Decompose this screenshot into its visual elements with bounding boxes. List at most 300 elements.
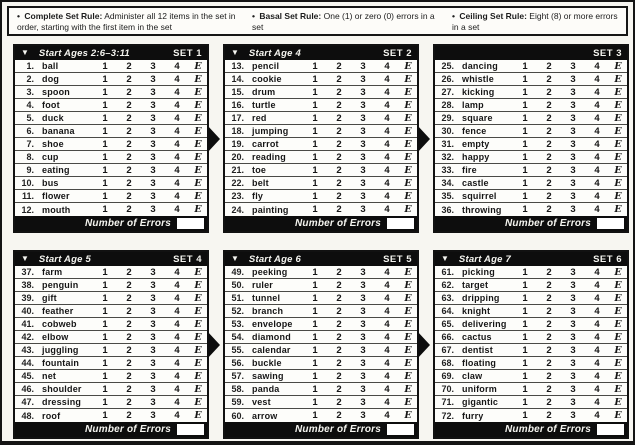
score-option-e[interactable]: E — [194, 204, 202, 215]
score-option-3[interactable]: 3 — [150, 60, 156, 72]
score-option-2[interactable]: 2 — [546, 331, 552, 343]
score-option-1[interactable]: 1 — [312, 370, 318, 382]
score-option-2[interactable]: 2 — [546, 410, 552, 421]
score-option-e[interactable]: E — [194, 279, 202, 291]
score-option-2[interactable]: 2 — [546, 344, 552, 356]
number-of-errors-box[interactable] — [387, 424, 414, 435]
score-option-4[interactable]: 4 — [384, 370, 390, 382]
score-option-2[interactable]: 2 — [546, 190, 552, 202]
score-option-3[interactable]: 3 — [150, 279, 156, 291]
score-option-e[interactable]: E — [614, 190, 622, 202]
score-option-2[interactable]: 2 — [126, 151, 132, 163]
score-option-4[interactable]: 4 — [594, 370, 600, 382]
score-option-e[interactable]: E — [614, 125, 622, 137]
score-option-2[interactable]: 2 — [546, 357, 552, 369]
score-option-1[interactable]: 1 — [102, 60, 108, 72]
score-option-e[interactable]: E — [404, 318, 412, 330]
score-option-3[interactable]: 3 — [150, 204, 156, 215]
score-option-1[interactable]: 1 — [102, 383, 108, 395]
score-option-e[interactable]: E — [194, 138, 202, 150]
score-option-4[interactable]: 4 — [174, 279, 180, 291]
score-option-3[interactable]: 3 — [360, 112, 366, 124]
score-option-4[interactable]: 4 — [384, 138, 390, 150]
score-option-4[interactable]: 4 — [594, 357, 600, 369]
score-option-e[interactable]: E — [404, 266, 412, 278]
score-option-2[interactable]: 2 — [546, 204, 552, 215]
score-option-1[interactable]: 1 — [102, 73, 108, 85]
score-option-2[interactable]: 2 — [126, 112, 132, 124]
score-option-e[interactable]: E — [404, 279, 412, 291]
score-option-1[interactable]: 1 — [522, 86, 528, 98]
score-option-4[interactable]: 4 — [384, 279, 390, 291]
score-option-1[interactable]: 1 — [312, 73, 318, 85]
score-option-4[interactable]: 4 — [594, 305, 600, 317]
score-option-4[interactable]: 4 — [384, 292, 390, 304]
score-option-1[interactable]: 1 — [522, 279, 528, 291]
score-option-3[interactable]: 3 — [360, 151, 366, 163]
score-option-4[interactable]: 4 — [174, 410, 180, 421]
score-option-2[interactable]: 2 — [546, 383, 552, 395]
score-option-3[interactable]: 3 — [570, 151, 576, 163]
score-option-4[interactable]: 4 — [384, 151, 390, 163]
score-option-4[interactable]: 4 — [384, 344, 390, 356]
score-option-4[interactable]: 4 — [594, 99, 600, 111]
score-option-e[interactable]: E — [614, 292, 622, 304]
score-option-3[interactable]: 3 — [360, 344, 366, 356]
score-option-1[interactable]: 1 — [522, 305, 528, 317]
score-option-e[interactable]: E — [404, 204, 412, 215]
score-option-2[interactable]: 2 — [546, 125, 552, 137]
score-option-4[interactable]: 4 — [174, 86, 180, 98]
score-option-e[interactable]: E — [614, 164, 622, 176]
score-option-1[interactable]: 1 — [522, 112, 528, 124]
score-option-4[interactable]: 4 — [594, 410, 600, 421]
score-option-3[interactable]: 3 — [360, 318, 366, 330]
score-option-3[interactable]: 3 — [360, 86, 366, 98]
score-option-e[interactable]: E — [404, 292, 412, 304]
score-option-2[interactable]: 2 — [546, 292, 552, 304]
score-option-e[interactable]: E — [194, 383, 202, 395]
score-option-3[interactable]: 3 — [150, 383, 156, 395]
score-option-2[interactable]: 2 — [336, 370, 342, 382]
score-option-1[interactable]: 1 — [522, 125, 528, 137]
score-option-1[interactable]: 1 — [312, 357, 318, 369]
score-option-1[interactable]: 1 — [102, 151, 108, 163]
score-option-1[interactable]: 1 — [522, 396, 528, 408]
score-option-2[interactable]: 2 — [126, 164, 132, 176]
score-option-e[interactable]: E — [404, 138, 412, 150]
score-option-1[interactable]: 1 — [522, 344, 528, 356]
score-option-3[interactable]: 3 — [570, 112, 576, 124]
score-option-2[interactable]: 2 — [336, 138, 342, 150]
score-option-3[interactable]: 3 — [150, 266, 156, 278]
score-option-e[interactable]: E — [404, 305, 412, 317]
score-option-3[interactable]: 3 — [570, 138, 576, 150]
score-option-3[interactable]: 3 — [150, 331, 156, 343]
score-option-4[interactable]: 4 — [384, 396, 390, 408]
score-option-2[interactable]: 2 — [546, 86, 552, 98]
score-option-e[interactable]: E — [614, 279, 622, 291]
score-option-4[interactable]: 4 — [174, 138, 180, 150]
score-option-2[interactable]: 2 — [546, 138, 552, 150]
score-option-3[interactable]: 3 — [570, 318, 576, 330]
score-option-4[interactable]: 4 — [384, 357, 390, 369]
score-option-1[interactable]: 1 — [522, 73, 528, 85]
score-option-e[interactable]: E — [614, 60, 622, 72]
score-option-2[interactable]: 2 — [336, 99, 342, 111]
score-option-3[interactable]: 3 — [570, 331, 576, 343]
score-option-2[interactable]: 2 — [126, 383, 132, 395]
score-option-e[interactable]: E — [404, 410, 412, 421]
score-option-1[interactable]: 1 — [522, 177, 528, 189]
number-of-errors-box[interactable] — [177, 424, 204, 435]
score-option-2[interactable]: 2 — [546, 279, 552, 291]
score-option-2[interactable]: 2 — [546, 99, 552, 111]
score-option-1[interactable]: 1 — [522, 292, 528, 304]
score-option-3[interactable]: 3 — [570, 204, 576, 215]
score-option-4[interactable]: 4 — [594, 138, 600, 150]
score-option-4[interactable]: 4 — [174, 112, 180, 124]
score-option-4[interactable]: 4 — [384, 73, 390, 85]
score-option-4[interactable]: 4 — [384, 164, 390, 176]
score-option-3[interactable]: 3 — [360, 73, 366, 85]
score-option-4[interactable]: 4 — [594, 125, 600, 137]
score-option-1[interactable]: 1 — [522, 331, 528, 343]
score-option-1[interactable]: 1 — [102, 344, 108, 356]
number-of-errors-box[interactable] — [597, 424, 624, 435]
score-option-2[interactable]: 2 — [336, 383, 342, 395]
score-option-4[interactable]: 4 — [594, 112, 600, 124]
score-option-e[interactable]: E — [404, 370, 412, 382]
score-option-4[interactable]: 4 — [594, 204, 600, 215]
score-option-1[interactable]: 1 — [522, 151, 528, 163]
score-option-3[interactable]: 3 — [570, 410, 576, 421]
score-option-4[interactable]: 4 — [174, 151, 180, 163]
score-option-2[interactable]: 2 — [546, 164, 552, 176]
score-option-3[interactable]: 3 — [360, 190, 366, 202]
score-option-1[interactable]: 1 — [522, 410, 528, 421]
score-option-3[interactable]: 3 — [570, 99, 576, 111]
score-option-3[interactable]: 3 — [150, 73, 156, 85]
score-option-4[interactable]: 4 — [174, 331, 180, 343]
score-option-4[interactable]: 4 — [174, 125, 180, 137]
score-option-3[interactable]: 3 — [570, 344, 576, 356]
score-option-3[interactable]: 3 — [150, 99, 156, 111]
score-option-1[interactable]: 1 — [312, 292, 318, 304]
score-option-4[interactable]: 4 — [174, 344, 180, 356]
score-option-e[interactable]: E — [194, 318, 202, 330]
score-option-2[interactable]: 2 — [546, 370, 552, 382]
score-option-3[interactable]: 3 — [360, 331, 366, 343]
score-option-3[interactable]: 3 — [360, 396, 366, 408]
score-option-2[interactable]: 2 — [336, 357, 342, 369]
number-of-errors-box[interactable] — [177, 218, 204, 229]
score-option-e[interactable]: E — [194, 99, 202, 111]
score-option-e[interactable]: E — [194, 125, 202, 137]
score-option-3[interactable]: 3 — [570, 370, 576, 382]
score-option-2[interactable]: 2 — [126, 60, 132, 72]
score-option-e[interactable]: E — [194, 410, 202, 421]
score-option-2[interactable]: 2 — [336, 86, 342, 98]
score-option-1[interactable]: 1 — [102, 331, 108, 343]
score-option-1[interactable]: 1 — [522, 370, 528, 382]
score-option-2[interactable]: 2 — [336, 151, 342, 163]
score-option-1[interactable]: 1 — [102, 279, 108, 291]
score-option-1[interactable]: 1 — [102, 125, 108, 137]
score-option-e[interactable]: E — [194, 370, 202, 382]
score-option-1[interactable]: 1 — [102, 318, 108, 330]
score-option-4[interactable]: 4 — [174, 99, 180, 111]
score-option-3[interactable]: 3 — [360, 383, 366, 395]
score-option-3[interactable]: 3 — [150, 344, 156, 356]
score-option-2[interactable]: 2 — [336, 344, 342, 356]
score-option-4[interactable]: 4 — [594, 60, 600, 72]
score-option-3[interactable]: 3 — [150, 190, 156, 202]
score-option-e[interactable]: E — [194, 112, 202, 124]
score-option-1[interactable]: 1 — [102, 86, 108, 98]
score-option-3[interactable]: 3 — [570, 125, 576, 137]
score-option-3[interactable]: 3 — [360, 357, 366, 369]
score-option-1[interactable]: 1 — [522, 204, 528, 215]
score-option-2[interactable]: 2 — [546, 73, 552, 85]
score-option-3[interactable]: 3 — [570, 292, 576, 304]
score-option-2[interactable]: 2 — [126, 138, 132, 150]
score-option-3[interactable]: 3 — [570, 86, 576, 98]
score-option-1[interactable]: 1 — [522, 60, 528, 72]
score-option-e[interactable]: E — [194, 190, 202, 202]
score-option-4[interactable]: 4 — [594, 292, 600, 304]
score-option-2[interactable]: 2 — [336, 318, 342, 330]
score-option-3[interactable]: 3 — [360, 99, 366, 111]
score-option-2[interactable]: 2 — [126, 331, 132, 343]
score-option-3[interactable]: 3 — [360, 266, 366, 278]
score-option-3[interactable]: 3 — [150, 151, 156, 163]
score-option-1[interactable]: 1 — [312, 177, 318, 189]
score-option-1[interactable]: 1 — [312, 151, 318, 163]
score-option-3[interactable]: 3 — [150, 396, 156, 408]
score-option-e[interactable]: E — [404, 396, 412, 408]
score-option-e[interactable]: E — [614, 177, 622, 189]
score-option-3[interactable]: 3 — [360, 279, 366, 291]
score-option-1[interactable]: 1 — [312, 410, 318, 421]
score-option-e[interactable]: E — [614, 344, 622, 356]
score-option-4[interactable]: 4 — [174, 305, 180, 317]
score-option-e[interactable]: E — [194, 357, 202, 369]
score-option-e[interactable]: E — [194, 86, 202, 98]
score-option-e[interactable]: E — [404, 86, 412, 98]
score-option-1[interactable]: 1 — [102, 396, 108, 408]
score-option-e[interactable]: E — [404, 344, 412, 356]
score-option-e[interactable]: E — [614, 112, 622, 124]
score-option-e[interactable]: E — [404, 357, 412, 369]
score-option-3[interactable]: 3 — [150, 318, 156, 330]
score-option-3[interactable]: 3 — [570, 190, 576, 202]
score-option-e[interactable]: E — [614, 151, 622, 163]
score-option-2[interactable]: 2 — [336, 177, 342, 189]
score-option-2[interactable]: 2 — [126, 318, 132, 330]
score-option-e[interactable]: E — [614, 99, 622, 111]
score-option-3[interactable]: 3 — [150, 305, 156, 317]
score-option-2[interactable]: 2 — [546, 112, 552, 124]
score-option-3[interactable]: 3 — [150, 370, 156, 382]
score-option-2[interactable]: 2 — [126, 292, 132, 304]
score-option-2[interactable]: 2 — [126, 190, 132, 202]
score-option-e[interactable]: E — [194, 266, 202, 278]
score-option-1[interactable]: 1 — [312, 112, 318, 124]
score-option-3[interactable]: 3 — [360, 164, 366, 176]
score-option-4[interactable]: 4 — [594, 331, 600, 343]
score-option-1[interactable]: 1 — [312, 99, 318, 111]
score-option-e[interactable]: E — [194, 73, 202, 85]
score-option-3[interactable]: 3 — [570, 266, 576, 278]
score-option-2[interactable]: 2 — [126, 73, 132, 85]
score-option-4[interactable]: 4 — [384, 383, 390, 395]
score-option-4[interactable]: 4 — [174, 190, 180, 202]
score-option-e[interactable]: E — [614, 370, 622, 382]
score-option-1[interactable]: 1 — [312, 396, 318, 408]
score-option-1[interactable]: 1 — [102, 99, 108, 111]
score-option-2[interactable]: 2 — [126, 370, 132, 382]
score-option-3[interactable]: 3 — [570, 383, 576, 395]
score-option-4[interactable]: 4 — [384, 112, 390, 124]
score-option-3[interactable]: 3 — [150, 357, 156, 369]
score-option-2[interactable]: 2 — [546, 60, 552, 72]
score-option-4[interactable]: 4 — [594, 383, 600, 395]
score-option-e[interactable]: E — [404, 99, 412, 111]
score-option-e[interactable]: E — [194, 177, 202, 189]
score-option-3[interactable]: 3 — [150, 292, 156, 304]
score-option-1[interactable]: 1 — [312, 164, 318, 176]
score-option-3[interactable]: 3 — [360, 204, 366, 215]
score-option-3[interactable]: 3 — [360, 60, 366, 72]
score-option-1[interactable]: 1 — [102, 266, 108, 278]
score-option-3[interactable]: 3 — [360, 370, 366, 382]
score-option-3[interactable]: 3 — [150, 410, 156, 421]
score-option-3[interactable]: 3 — [150, 112, 156, 124]
score-option-e[interactable]: E — [614, 410, 622, 421]
score-option-2[interactable]: 2 — [126, 305, 132, 317]
score-option-2[interactable]: 2 — [336, 305, 342, 317]
score-option-4[interactable]: 4 — [384, 204, 390, 215]
score-option-2[interactable]: 2 — [336, 112, 342, 124]
score-option-e[interactable]: E — [194, 396, 202, 408]
score-option-3[interactable]: 3 — [360, 177, 366, 189]
score-option-1[interactable]: 1 — [102, 164, 108, 176]
number-of-errors-box[interactable] — [597, 218, 624, 229]
score-option-3[interactable]: 3 — [360, 138, 366, 150]
score-option-e[interactable]: E — [614, 318, 622, 330]
score-option-4[interactable]: 4 — [594, 190, 600, 202]
score-option-e[interactable]: E — [614, 266, 622, 278]
score-option-4[interactable]: 4 — [384, 86, 390, 98]
score-option-1[interactable]: 1 — [522, 99, 528, 111]
score-option-2[interactable]: 2 — [126, 396, 132, 408]
score-option-4[interactable]: 4 — [174, 60, 180, 72]
score-option-2[interactable]: 2 — [126, 125, 132, 137]
score-option-e[interactable]: E — [194, 292, 202, 304]
score-option-e[interactable]: E — [614, 86, 622, 98]
score-option-4[interactable]: 4 — [594, 73, 600, 85]
score-option-e[interactable]: E — [614, 396, 622, 408]
score-option-1[interactable]: 1 — [102, 292, 108, 304]
score-option-3[interactable]: 3 — [360, 410, 366, 421]
score-option-3[interactable]: 3 — [360, 125, 366, 137]
score-option-1[interactable]: 1 — [312, 204, 318, 215]
score-option-1[interactable]: 1 — [312, 331, 318, 343]
score-option-2[interactable]: 2 — [126, 410, 132, 421]
score-option-2[interactable]: 2 — [336, 410, 342, 421]
score-option-e[interactable]: E — [614, 383, 622, 395]
score-option-3[interactable]: 3 — [150, 177, 156, 189]
number-of-errors-box[interactable] — [387, 218, 414, 229]
score-option-3[interactable]: 3 — [570, 396, 576, 408]
score-option-4[interactable]: 4 — [594, 279, 600, 291]
score-option-1[interactable]: 1 — [312, 279, 318, 291]
score-option-1[interactable]: 1 — [312, 60, 318, 72]
score-option-1[interactable]: 1 — [312, 138, 318, 150]
score-option-3[interactable]: 3 — [360, 305, 366, 317]
score-option-e[interactable]: E — [404, 331, 412, 343]
score-option-e[interactable]: E — [194, 60, 202, 72]
score-option-4[interactable]: 4 — [174, 204, 180, 215]
score-option-1[interactable]: 1 — [522, 190, 528, 202]
score-option-e[interactable]: E — [614, 357, 622, 369]
score-option-4[interactable]: 4 — [174, 396, 180, 408]
score-option-4[interactable]: 4 — [174, 177, 180, 189]
score-option-e[interactable]: E — [404, 125, 412, 137]
score-option-1[interactable]: 1 — [522, 138, 528, 150]
score-option-2[interactable]: 2 — [336, 164, 342, 176]
score-option-2[interactable]: 2 — [336, 396, 342, 408]
score-option-1[interactable]: 1 — [102, 370, 108, 382]
score-option-e[interactable]: E — [404, 383, 412, 395]
score-option-4[interactable]: 4 — [384, 60, 390, 72]
score-option-1[interactable]: 1 — [102, 177, 108, 189]
score-option-e[interactable]: E — [614, 331, 622, 343]
score-option-3[interactable]: 3 — [150, 86, 156, 98]
score-option-2[interactable]: 2 — [336, 266, 342, 278]
score-option-3[interactable]: 3 — [570, 164, 576, 176]
score-option-4[interactable]: 4 — [594, 344, 600, 356]
score-option-e[interactable]: E — [404, 73, 412, 85]
score-option-1[interactable]: 1 — [312, 125, 318, 137]
score-option-2[interactable]: 2 — [336, 125, 342, 137]
score-option-2[interactable]: 2 — [336, 279, 342, 291]
score-option-1[interactable]: 1 — [522, 383, 528, 395]
score-option-2[interactable]: 2 — [546, 305, 552, 317]
score-option-4[interactable]: 4 — [174, 383, 180, 395]
score-option-2[interactable]: 2 — [546, 318, 552, 330]
score-option-4[interactable]: 4 — [384, 410, 390, 421]
score-option-1[interactable]: 1 — [102, 357, 108, 369]
score-option-3[interactable]: 3 — [570, 357, 576, 369]
score-option-3[interactable]: 3 — [570, 177, 576, 189]
score-option-3[interactable]: 3 — [150, 164, 156, 176]
score-option-e[interactable]: E — [614, 73, 622, 85]
score-option-4[interactable]: 4 — [174, 357, 180, 369]
score-option-1[interactable]: 1 — [312, 190, 318, 202]
score-option-4[interactable]: 4 — [594, 396, 600, 408]
score-option-3[interactable]: 3 — [570, 305, 576, 317]
score-option-e[interactable]: E — [194, 151, 202, 163]
score-option-4[interactable]: 4 — [384, 305, 390, 317]
score-option-e[interactable]: E — [614, 305, 622, 317]
score-option-3[interactable]: 3 — [570, 60, 576, 72]
score-option-e[interactable]: E — [194, 305, 202, 317]
score-option-1[interactable]: 1 — [522, 164, 528, 176]
score-option-4[interactable]: 4 — [384, 318, 390, 330]
score-option-4[interactable]: 4 — [174, 318, 180, 330]
